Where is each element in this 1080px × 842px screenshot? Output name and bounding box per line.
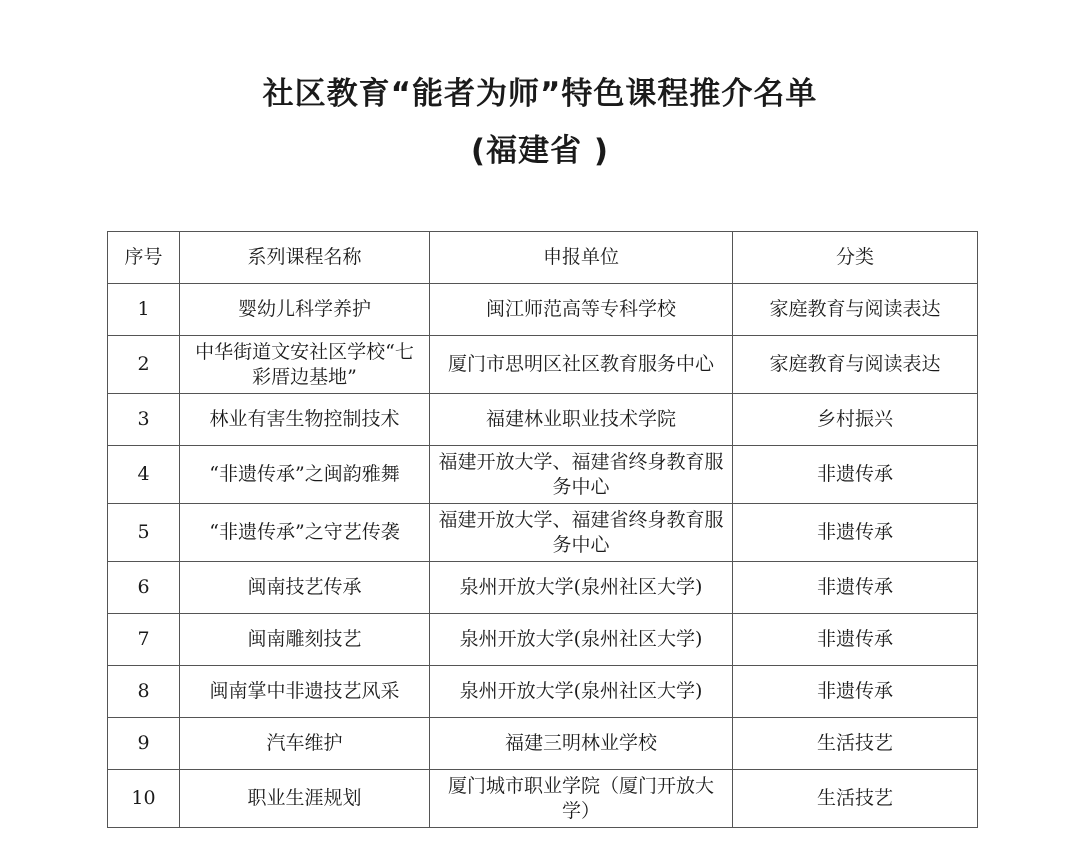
table-header-row <box>108 232 978 284</box>
cell-unit: 泉州开放大学(泉州社区大学) <box>430 666 733 718</box>
cell-unit: 泉州开放大学(泉州社区大学) <box>430 614 733 666</box>
cell-unit: 福建开放大学、福建省终身教育服务中心 <box>430 504 733 562</box>
cell-no: 2 <box>108 336 180 394</box>
cell-course: 闽南掌中非遗技艺风采 <box>180 666 430 718</box>
header-category: 分类 <box>733 232 978 284</box>
cell-no: 8 <box>108 666 180 718</box>
cell-category: 生活技艺 <box>733 718 978 770</box>
cell-category: 家庭教育与阅读表达 <box>733 284 978 336</box>
cell-course: “非遗传承”之闽韵雅舞 <box>180 446 430 504</box>
cell-no: 5 <box>108 504 180 562</box>
cell-course: 林业有害生物控制技术 <box>180 394 430 446</box>
cell-no: 3 <box>108 394 180 446</box>
table-row <box>108 770 978 828</box>
cell-course: 职业生涯规划 <box>180 770 430 828</box>
header-unit: 申报单位 <box>430 232 733 284</box>
cell-no: 7 <box>108 614 180 666</box>
cell-course: 闽南雕刻技艺 <box>180 614 430 666</box>
table-row <box>108 666 978 718</box>
cell-category: 家庭教育与阅读表达 <box>733 336 978 394</box>
table-row <box>108 562 978 614</box>
header-course: 系列课程名称 <box>180 232 430 284</box>
cell-category: 生活技艺 <box>733 770 978 828</box>
table-row <box>108 614 978 666</box>
table-row <box>108 284 978 336</box>
cell-course: 闽南技艺传承 <box>180 562 430 614</box>
cell-category: 非遗传承 <box>733 446 978 504</box>
table-row <box>108 718 978 770</box>
cell-no: 10 <box>108 770 180 828</box>
cell-no: 6 <box>108 562 180 614</box>
table-row <box>108 394 978 446</box>
table-row <box>108 446 978 504</box>
cell-course: 中华街道文安社区学校“七彩厝边基地” <box>180 336 430 394</box>
table-row <box>108 336 978 394</box>
cell-category: 非遗传承 <box>733 562 978 614</box>
header-no: 序号 <box>108 232 180 284</box>
cell-unit: 泉州开放大学(泉州社区大学) <box>430 562 733 614</box>
page-subtitle: (福建省 ) <box>470 133 610 169</box>
cell-course: 汽车维护 <box>180 718 430 770</box>
cell-no: 1 <box>108 284 180 336</box>
cell-category: 非遗传承 <box>733 614 978 666</box>
cell-unit: 厦门城市职业学院（厦门开放大学） <box>430 770 733 828</box>
cell-no: 4 <box>108 446 180 504</box>
course-table <box>107 231 978 828</box>
page-title: 社区教育“能者为师”特色课程推介名单 <box>262 76 818 112</box>
cell-course: “非遗传承”之守艺传袭 <box>180 504 430 562</box>
cell-category: 非遗传承 <box>733 504 978 562</box>
cell-category: 非遗传承 <box>733 666 978 718</box>
cell-unit: 厦门市思明区社区教育服务中心 <box>430 336 733 394</box>
cell-unit: 福建林业职业技术学院 <box>430 394 733 446</box>
cell-course: 婴幼儿科学养护 <box>180 284 430 336</box>
table-row <box>108 504 978 562</box>
cell-category: 乡村振兴 <box>733 394 978 446</box>
cell-no: 9 <box>108 718 180 770</box>
cell-unit: 闽江师范高等专科学校 <box>430 284 733 336</box>
cell-unit: 福建三明林业学校 <box>430 718 733 770</box>
cell-unit: 福建开放大学、福建省终身教育服务中心 <box>430 446 733 504</box>
